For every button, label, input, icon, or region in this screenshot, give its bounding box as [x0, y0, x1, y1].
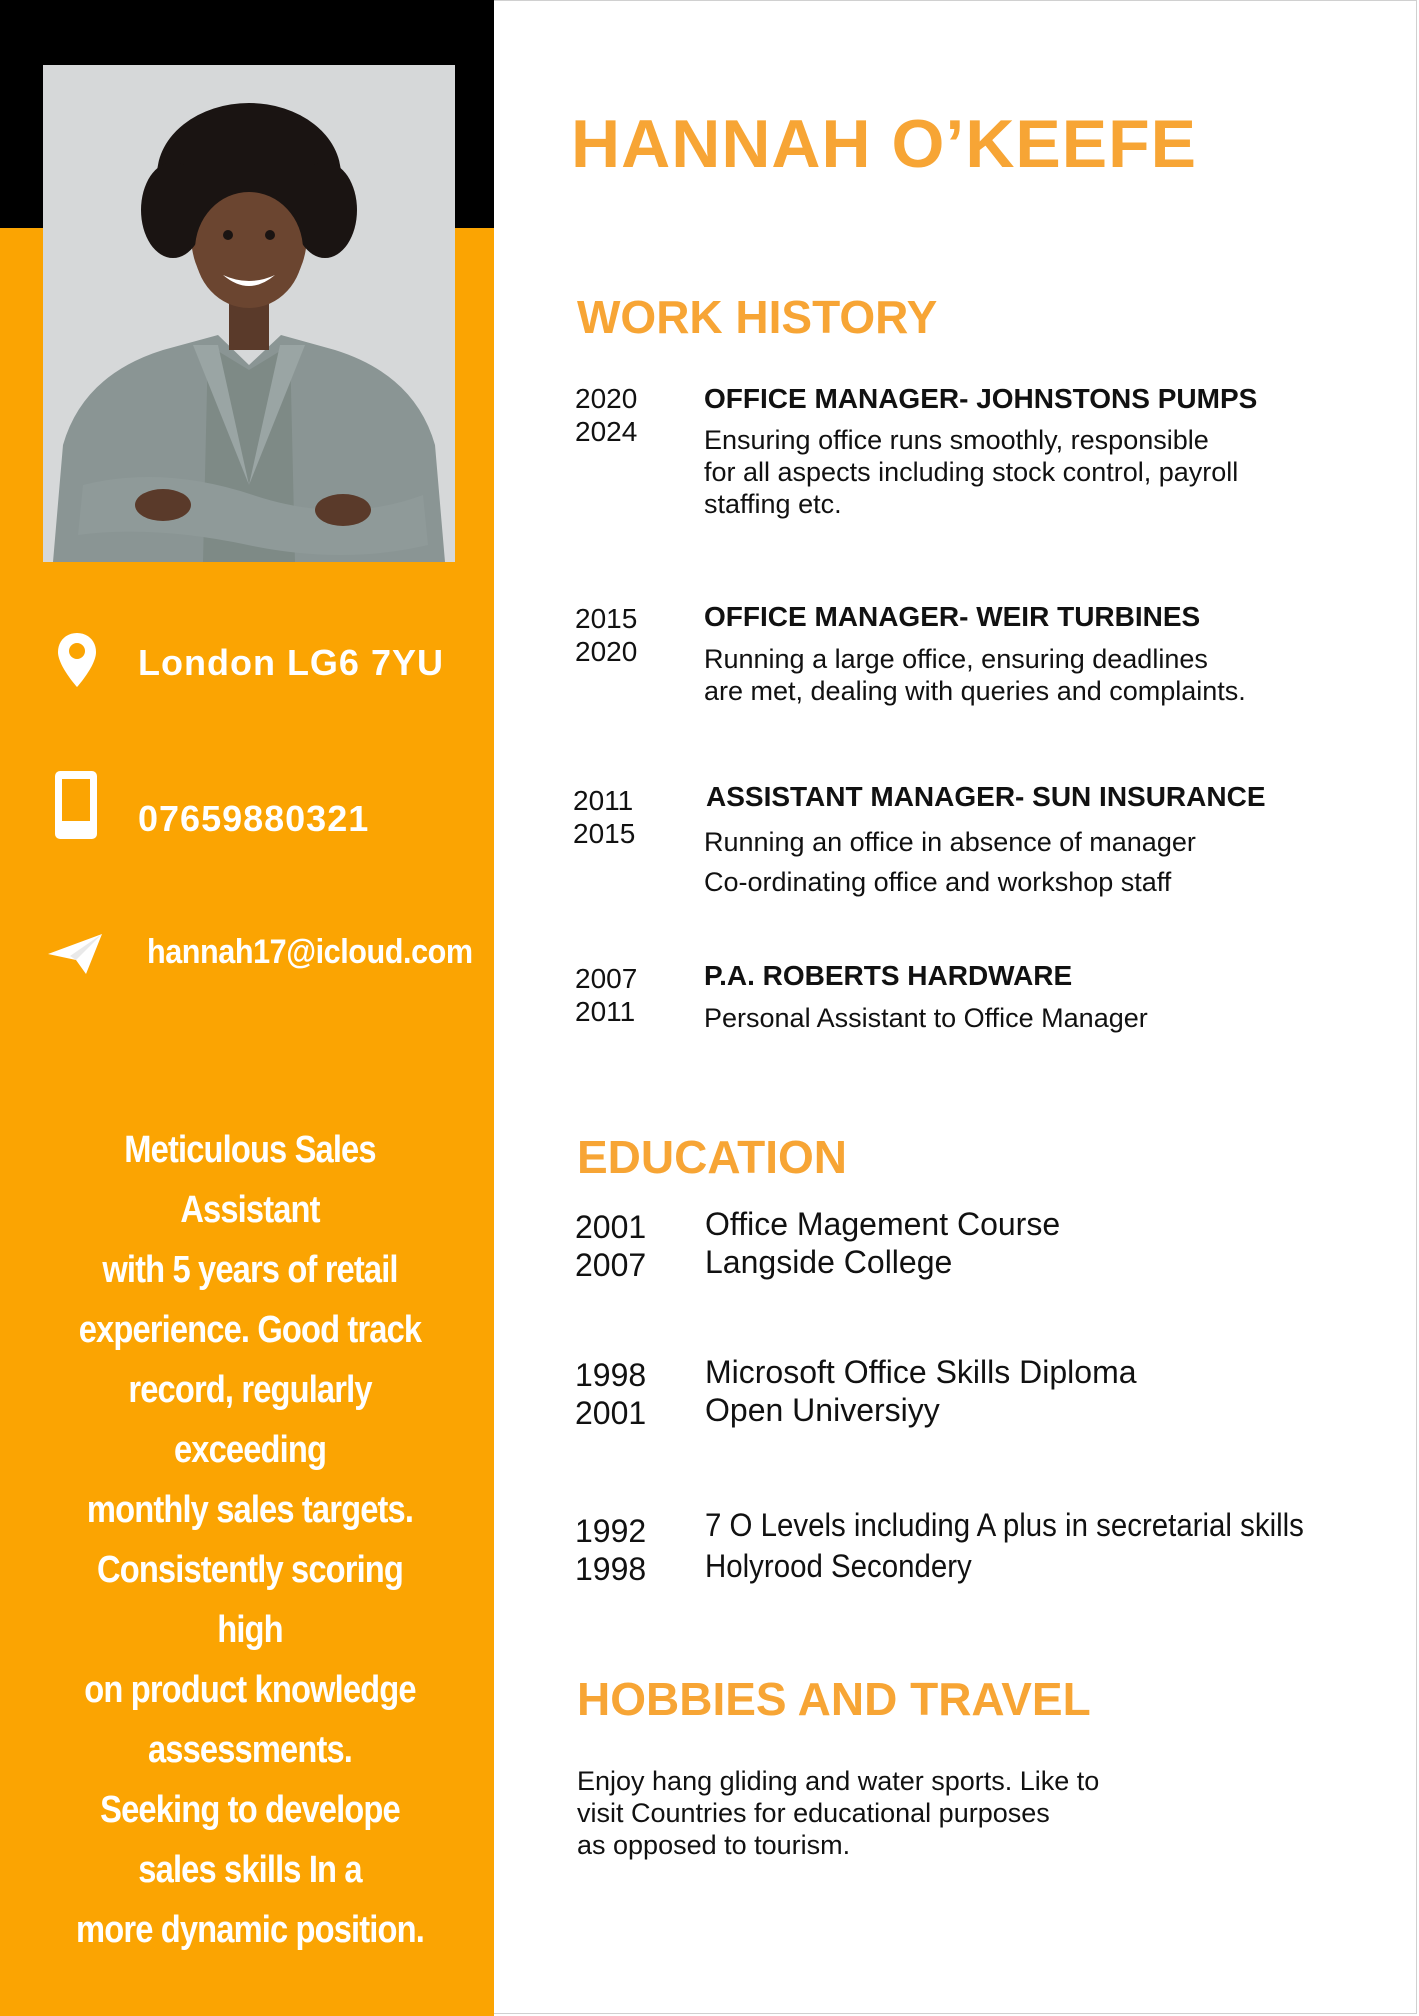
education-end-year: 2001	[575, 1395, 647, 1431]
job-title: P.A. ROBERTS HARDWARE	[704, 960, 1073, 991]
education-course: 7 O Levels including A plus in secretarial skills	[705, 1507, 1304, 1543]
job-title: ASSISTANT MANAGER- SUN INSURANCE	[706, 781, 1266, 812]
mobile-phone-icon	[53, 769, 99, 841]
contact-location	[0, 625, 494, 685]
job-description-line: Running an office in absence of manager	[704, 827, 1196, 857]
job-description-line: staffing etc.	[704, 489, 842, 519]
job-years	[575, 962, 637, 1028]
job-years	[575, 602, 637, 668]
job-description	[704, 643, 1246, 707]
job-end-year: 2024	[575, 416, 638, 447]
job-description-line: Running a large office, ensuring deadlines	[704, 644, 1208, 674]
summary-line: monthly sales targets.	[86, 1489, 414, 1531]
education-entry	[705, 1505, 1304, 1587]
summary-line: Meticulous Sales Assistant	[124, 1129, 376, 1231]
summary-line: sales skills In a	[138, 1849, 362, 1891]
job-description	[704, 822, 1196, 902]
education-start-year: 1992	[575, 1513, 647, 1549]
education-start-year: 1998	[575, 1357, 647, 1393]
phone-number: 07659880321	[138, 798, 370, 839]
education-school: Holyrood Secondery	[705, 1548, 972, 1584]
education-school: Langside College	[705, 1244, 953, 1280]
profile-photo	[43, 65, 455, 562]
education-end-year: 1998	[575, 1551, 647, 1587]
summary-line: with 5 years of retail	[102, 1249, 398, 1291]
education-entry	[705, 1205, 1060, 1281]
summary-line: experience. Good track	[78, 1309, 422, 1351]
job-start-year: 2007	[575, 963, 638, 994]
education-course: Office Magement Course	[705, 1206, 1061, 1242]
education-start-year: 2001	[575, 1209, 647, 1245]
job-start-year: 2011	[573, 785, 634, 816]
summary-line: assessments.	[147, 1729, 353, 1771]
job-end-year: 2015	[573, 818, 636, 849]
candidate-name: HANNAH O’KEEFE	[571, 106, 1198, 182]
job-start-year: 2015	[575, 603, 638, 634]
education-school: Open Universiyy	[705, 1392, 940, 1428]
paper-plane-icon	[46, 932, 104, 976]
work-history-heading: WORK HISTORY	[577, 291, 938, 343]
job-description-line: Personal Assistant to Office Manager	[704, 1003, 1148, 1033]
hobbies-line: as opposed to tourism.	[577, 1830, 851, 1860]
location-text: London LG6 7YU	[138, 642, 444, 683]
summary-line: Seeking to develope	[100, 1789, 400, 1831]
job-description-line: are met, dealing with queries and complaints.	[704, 676, 1246, 706]
education-years	[575, 1512, 646, 1588]
education-course: Microsoft Office Skills Diploma	[705, 1354, 1137, 1390]
hobbies-line: Enjoy hang gliding and water sports. Like to	[577, 1766, 1100, 1796]
job-description-line: Co-ordinating office and workshop staff	[704, 867, 1172, 897]
job-end-year: 2011	[575, 996, 636, 1027]
location-pin-icon	[56, 631, 98, 689]
profile-summary	[61, 1120, 439, 1960]
summary-line: on product knowledge	[84, 1669, 416, 1711]
education-entry	[705, 1353, 1137, 1429]
contact-email	[0, 930, 494, 980]
summary-line: record, regularly exceeding	[128, 1369, 372, 1471]
job-description-line: Ensuring office runs smoothly, responsible	[704, 425, 1209, 455]
hobbies-text	[577, 1765, 1099, 1861]
education-end-year: 2007	[575, 1247, 647, 1283]
education-heading: EDUCATION	[577, 1131, 848, 1183]
education-years	[575, 1356, 646, 1432]
job-description	[704, 424, 1238, 520]
email-address[interactable]: hannah17@icloud.com	[147, 933, 473, 971]
contact-phone	[0, 765, 494, 845]
job-start-year: 2020	[575, 383, 638, 414]
hobbies-heading: HOBBIES AND TRAVEL	[577, 1673, 1091, 1725]
hobbies-line: visit Countries for educational purposes	[577, 1798, 1050, 1828]
job-years	[573, 784, 635, 850]
summary-line: Consistently scoring high	[96, 1549, 404, 1651]
job-title: OFFICE MANAGER- WEIR TURBINES	[704, 601, 1201, 632]
job-end-year: 2020	[575, 636, 638, 667]
job-title: OFFICE MANAGER- JOHNSTONS PUMPS	[704, 383, 1258, 414]
job-years	[575, 382, 637, 448]
job-description	[704, 1002, 1148, 1034]
education-years	[575, 1208, 646, 1284]
job-description-line: for all aspects including stock control, payroll	[704, 457, 1239, 487]
summary-line: more dynamic position.	[76, 1909, 424, 1951]
